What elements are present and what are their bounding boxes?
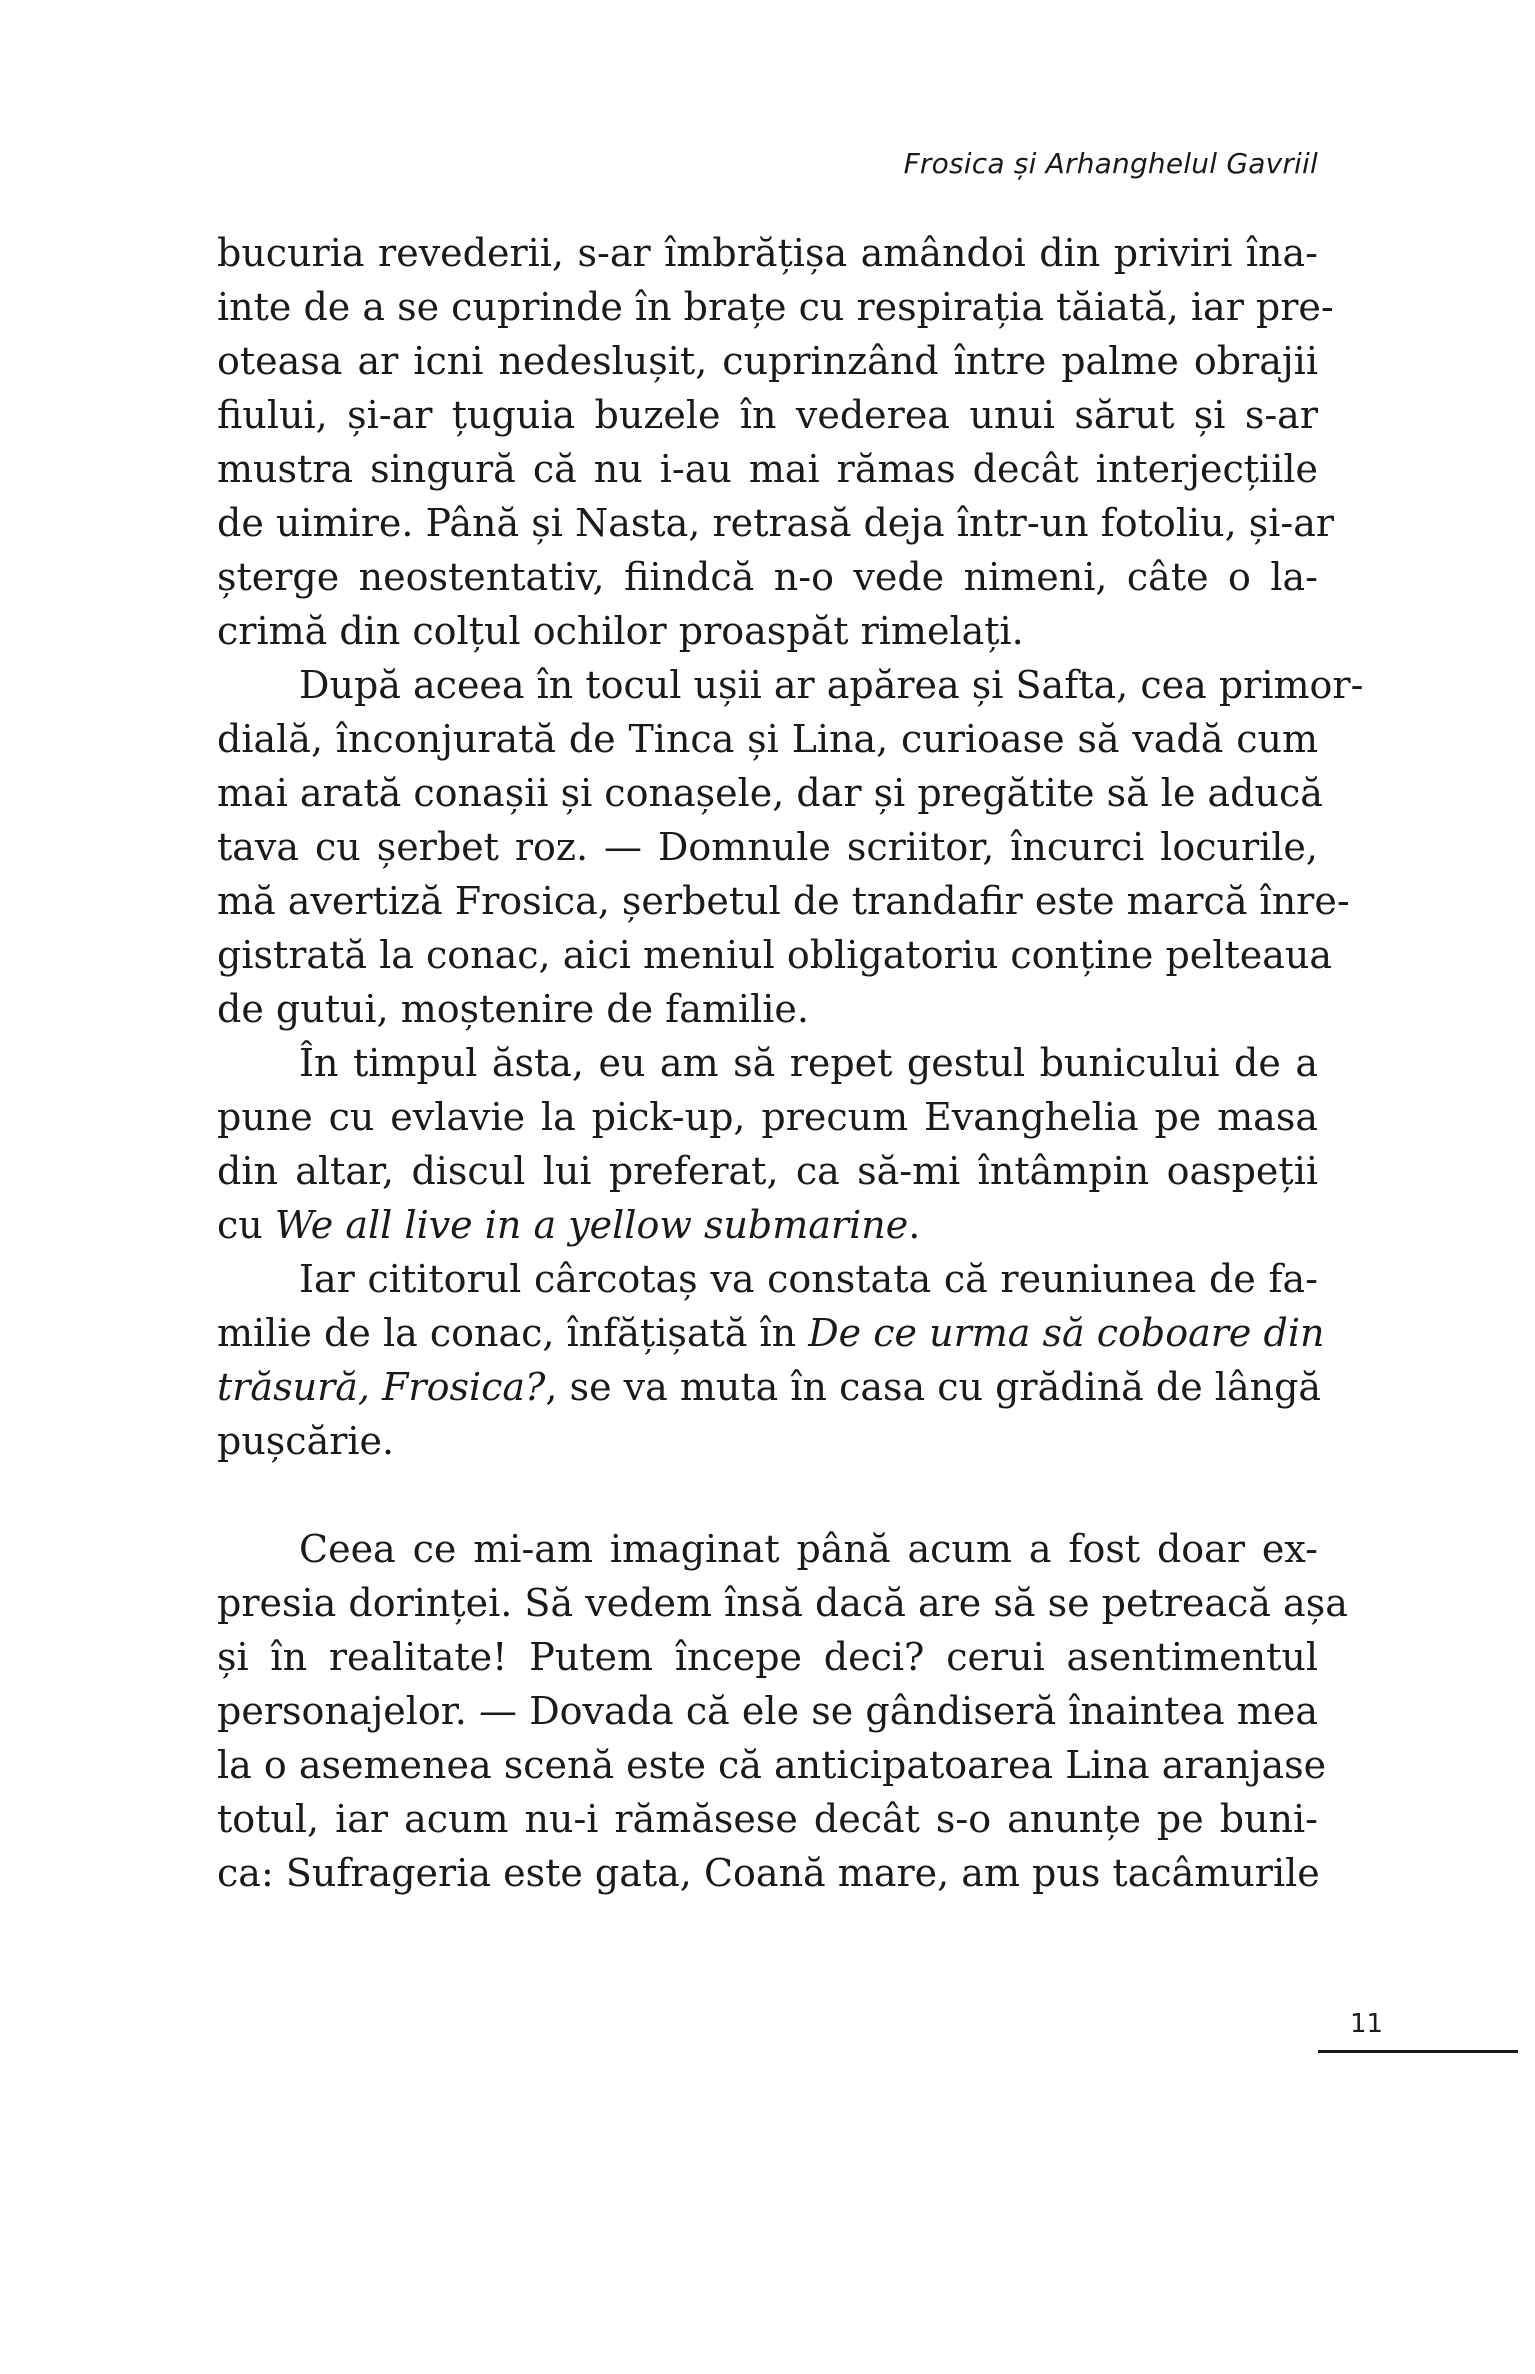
text-line: crimă din colțul ochilor proaspăt rimelați. (217, 609, 1024, 653)
footer-rule (1318, 2050, 1518, 2053)
text-line: șterge neostentativ, fiindcă n-o vede nimeni, câte o la- (217, 555, 1318, 599)
text-line: pușcărie. (217, 1419, 395, 1463)
text-line: mă avertiză Frosica, șerbetul de trandafir este marcă înre- (217, 879, 1350, 923)
text-line: mustra singură că nu i-au mai rămas decât interjecțiile (217, 447, 1318, 491)
text-line (217, 1198, 1318, 1252)
song-title: We all live in a yellow submarine (274, 1203, 909, 1247)
page-number: 11 (1350, 2009, 1384, 2039)
text-line: totul, iar acum nu-i rămăsese decât s-o anunțe pe buni- (217, 1797, 1318, 1841)
text-line: Ceea ce mi-am imaginat până acum a fost doar ex- (299, 1527, 1318, 1571)
text-line (217, 1306, 1325, 1360)
text-fragment: cu (217, 1203, 275, 1247)
text-line: gistrată la conac, aici meniul obligatoriu conține pelteaua (217, 933, 1332, 977)
text-line: pune cu evlavie la pick-up, precum Evanghelia pe masa (217, 1095, 1318, 1139)
text-line: din altar, discul lui preferat, ca să-mi întâmpin oaspeții (217, 1149, 1318, 1193)
text-line: Iar cititorul cârcotaș va constata că reuniunea de fa- (299, 1257, 1318, 1301)
text-line: dială, înconjurată de Tinca și Lina, curioase să vadă cum (217, 717, 1318, 761)
text-fragment: milie de la conac, înfățișată în (217, 1311, 809, 1355)
text-line: mai arată conașii și conașele, dar și pregătite să le aducă (217, 771, 1323, 815)
book-title: trăsură, Frosica? (217, 1365, 546, 1409)
text-line: de uimire. Până și Nasta, retrasă deja într-un fotoliu, și-ar (217, 501, 1335, 545)
text-line: După aceea în tocul ușii ar apărea și Safta, cea primor- (299, 663, 1364, 707)
text-line: inte de a se cuprinde în brațe cu respirația tăiată, iar pre- (217, 285, 1334, 329)
text-line (217, 1360, 1322, 1414)
text-fragment: . (908, 1203, 921, 1247)
text-line: presia dorinței. Să vedem însă dacă are să se petreacă așa (217, 1581, 1348, 1625)
text-line: tava cu șerbet roz. — Domnule scriitor, încurci locurile, (217, 825, 1318, 869)
text-line: de gutui, moștenire de familie. (217, 987, 809, 1031)
text-line: fiului, și-ar țuguia buzele în vederea unui sărut și s-ar (217, 393, 1318, 437)
text-line: personajelor. — Dovada că ele se gândiseră înaintea mea (217, 1689, 1318, 1733)
text-fragment: , se va muta în casa cu grădină de lângă (545, 1365, 1322, 1409)
running-header: Frosica și Arhanghelul Gavriil (903, 147, 1318, 180)
text-line: și în realitate! Putem începe deci? cerui asentimentul (217, 1635, 1318, 1679)
text-line: ca: Sufrageria este gata, Coană mare, am pus tacâmurile (217, 1851, 1320, 1895)
text-line: oteasa ar icni nedeslușit, cuprinzând între palme obrajii (217, 339, 1318, 383)
text-line: la o asemenea scenă este că anticipatoarea Lina aranjase (217, 1743, 1327, 1787)
body-text (217, 226, 1364, 1900)
text-line: În timpul ăsta, eu am să repet gestul bunicului de a (299, 1041, 1318, 1085)
text-line: bucuria revederii, s-ar îmbrățișa amândoi din priviri îna- (217, 231, 1318, 275)
book-title: De ce urma să coboare din (808, 1311, 1325, 1355)
